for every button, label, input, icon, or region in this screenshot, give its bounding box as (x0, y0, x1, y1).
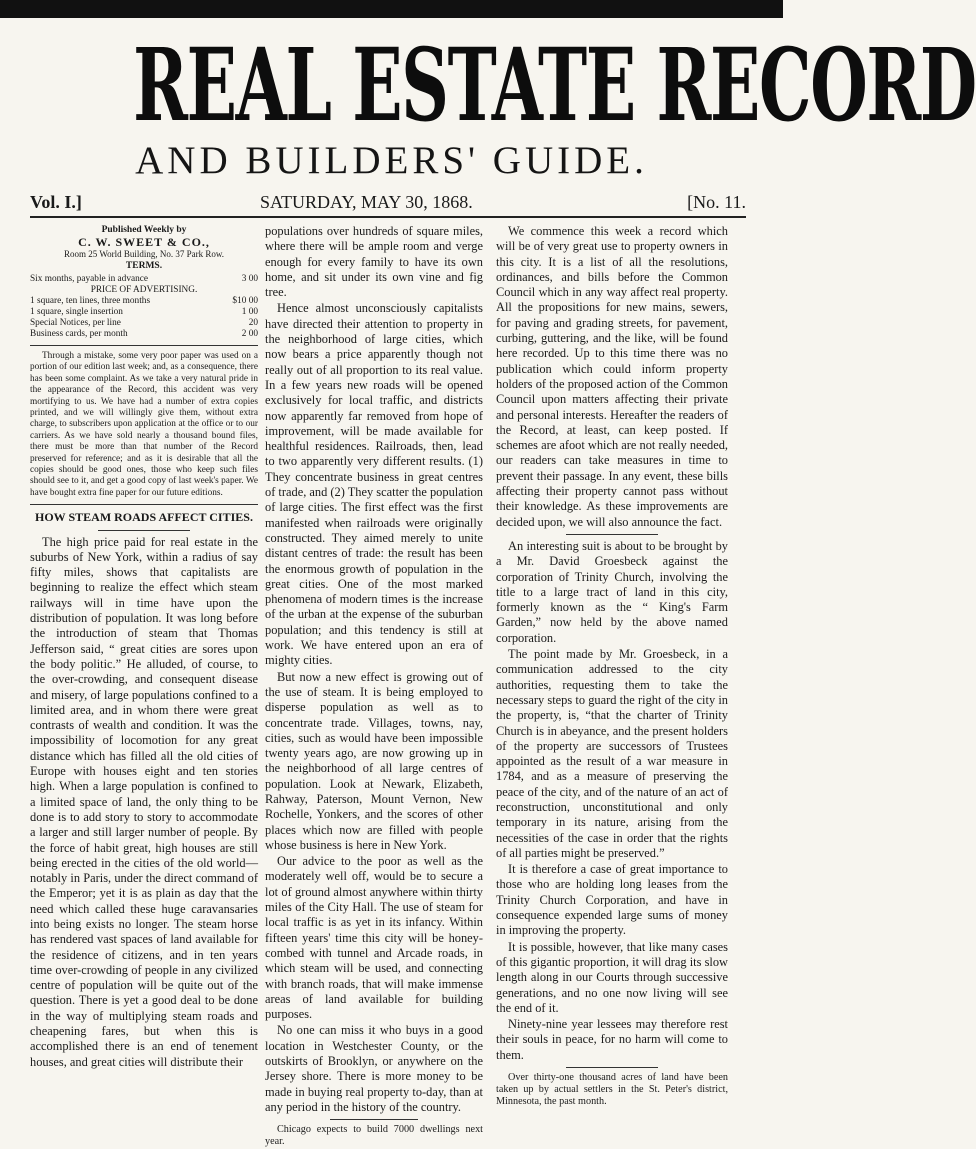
column-2 (265, 224, 483, 1149)
article-paragraph: Hence almost unconsciously capitalists have directed their attention to property in the neighborhood of large cities, which now bears a price apparently though not really out of all proportion to its real value. In a few years new roads will be opened exclusively for local traffic, and districts now apparently far removed from hope of improvement, will be made available for healthful residences. Railroads, then, lead to two apparently very different results. (1) They concentrate business in great centres of trade, and (2) They scatter the population of large cities. The first effect was the first manifested when railroads were originally constructed. They aimed merely to unite distant centres of trade: the result has been the enormous growth of population in the great cities. One of the most marked phenomena of modern times is the increase of the urban at the expense of the suburban population; and this tendency is still at work. We have entered upon an era of mighty cities. (265, 301, 483, 668)
brief-item: Chicago expects to build 7000 dwellings next year. (265, 1124, 483, 1148)
article-paragraph: The high price paid for real estate in the suburbs of New York, within a radius of say fifty miles, shows that capitalists are beginning to realize the effect which steam railways will in time have upon the distribution of population. It was long before the introduction of steam that Thomas Jefferson said, “ great cities are sores upon the body politic.” He alluded, of course, to the over-crowding, and consequent disease and misery, of large populations confined to a limited area, and in whom there were great contrasts of wealth and condition. It was the impossibility of locomotion for any great distance which has filled all the old cities of Europe with houses eight and ten stories high. When a large population is confined to a limited space of land, the only thing to be done is to add story to story to accommodate a larger and still larger number of people. By the force of habit great, high houses are still being erected in the cities of the old world—notably in Paris, under the direct command of the Emperor; yet it is as plain as day that the need which called these huge caravansaries into being exists no longer. The steam horse has rendered vast spaces of land available for the residence of citizens, and in ten years time over-crowding of people in any civilized centre of population will be quite out of the question. There is yet a good deal to be done in the way of multiplying steam roads and cheapening fares, but when this is accomplished there is an end of tenement houses, and great cities will distribute their (30, 534, 258, 1069)
terms-list (30, 274, 258, 340)
ad-row: Business cards, per month 2 00 (30, 329, 258, 339)
divider (566, 1067, 659, 1068)
ad-row: 1 square, ten lines, three months $10 00 (30, 296, 258, 306)
dateline (30, 190, 746, 218)
divider (30, 504, 258, 505)
issue-date: SATURDAY, MAY 30, 1868. (260, 192, 473, 212)
masthead-subtitle: AND BUILDERS' GUIDE. (135, 139, 648, 182)
article-paragraph: Our advice to the poor as well as the moderately well off, would be to secure a lot of ground almost anywhere within thirty miles of the City Hall. The use of steam for local traffic is as yet in its infancy. Within fifteen years' time this city will be honey-combed with tunnel and Arcade roads, in which steam will be used, and connecting with branch roads, that will make immense areas of land available for building purposes. (265, 854, 483, 1022)
terms-heading: TERMS. (125, 261, 163, 271)
top-edge-bar (0, 0, 783, 18)
issue-number: [No. 11. (687, 192, 746, 212)
publisher-box (30, 224, 258, 272)
ad-row: 1 square, single insertion 1 00 (30, 307, 258, 317)
article-paragraph: The point made by Mr. Groesbeck, in a communication addressed to the city authorities, requesting them to take the necessary steps to guard the right of the city in the property, is, “that the charter of Trinity Church is in abeyance, and the present holders of the property are successors of Trustees appointed as the result of a war measure in 1784, and as a measure of preserving the peace of the city, and of the nature of an act of reconstruction, unconstitutional and only temporary in its nature, arising from the necessities of the case in order that the rights of all parties might be preserved.” (496, 647, 728, 860)
publisher-firm: C. W. SWEET & CO., (78, 235, 210, 249)
article-paragraph: But now a new effect is growing out of the use of steam. It is being employed to disperse population as well as to concentrate trade. Villages, towns, nay, cities, such as would have been impossible twenty years ago, are now growing up in the neighborhood of all large centres of population. Look at Newark, Elizabeth, Rahway, Paterson, Mount Vernon, New Rochelle, Yonkers, and the scores of other places which now are filled with people whose business is here in New York. (265, 669, 483, 852)
divider (566, 534, 659, 535)
masthead-title: REAL ESTATE RECORD (133, 26, 976, 144)
divider (330, 1119, 417, 1120)
article-paragraph: No one can miss it who buys in a good location in Westchester County, or the outskirts of Brooklyn, or anywhere on the Jersey shore. There is more money to be made in buying real property to-day, than at any period in the history of the country. (265, 1023, 483, 1114)
brief-item: Over thirty-one thousand acres of land have been taken up by actual settlers in the St. Peter's district, Minnesota, the past month. (496, 1072, 728, 1108)
column-1 (30, 224, 258, 1071)
article-paragraph: We commence this week a record which will be of very great use to property owners in this city. It is a list of all the resolutions, ordinances, and bills before the Common Council which in any way affect real property. All the propositions for new mains, sewers, for paving and grading streets, for pavement, curbing, guttering, and the like, will be found here recorded. Up to this time there was no publication which could inform property holders of the proposed action of the Common Council upon matters affecting their private and personal interests. Hereafter the readers of the Record, at least, can keep posted. If schemes are afoot which are not really needed, our readers can take measures in time to prevent their passage. In any event, these bills affecting their property cannot pass without their knowledge. As these improvements are decided upon, we will also announce the fact. (496, 224, 728, 529)
notice-paragraph: Through a mistake, some very poor paper was used on a portion of our edition last week; and, as a consequence, there has been some complaint. As we take a very natural pride in the appearance of the Record, this accident was very mortifying to us. We have had a number of extra copies printed, and we will willingly give them, without extra charge, to subscribers upon application at the office or to our carriers. As we have sold nearly a thousand bound files, there must be more than that number of the Record preserved for reference; and as it is desirable that all the copies should be good ones, those who keep such files should see to it, and get a good copy of last week's paper. We have bought extra fine paper for our future editions. (30, 351, 258, 498)
volume-label: Vol. I.] (30, 192, 82, 212)
publisher-address: Room 25 World Building, No. 37 Park Row. (63, 249, 225, 259)
ad-row: Special Notices, per line 20 (30, 318, 258, 328)
article-heading: HOW STEAM ROADS AFFECT CITIES. (35, 510, 253, 525)
article-paragraph: Ninety-nine year lessees may therefore rest their souls in peace, for no harm will come to them. (496, 1017, 728, 1062)
advertising-heading: PRICE OF ADVERTISING. (90, 285, 198, 295)
article-paragraph: It is therefore a case of great importance to those who are holding long leases from the Trinity Church Corporation, and have in consequence expended large sums of money in improving the property. (496, 862, 728, 938)
article-paragraph: populations over hundreds of square miles, where there will be ample room and verge enough for every family to have its own home, and sit under its own vine and fig tree. (265, 224, 483, 300)
publisher-line: Published Weekly by (101, 225, 187, 235)
terms-row: Six months, payable in advance 3 00 (30, 274, 258, 284)
column-3 (496, 224, 728, 1109)
article-paragraph: It is possible, however, that like many cases of this gigantic proportion, it will drag its slow length along in our Courts through successive generations, and no one now living will see the end of it. (496, 939, 728, 1015)
article-paragraph: An interesting suit is about to be brought by a Mr. David Groesbeck against the corporation of Trinity Church, involving the title to a large tract of land in this city, formerly known as the “ King's Farm Garden,” now held by the above named corporation. (496, 538, 728, 645)
divider (30, 345, 258, 346)
divider (98, 530, 189, 531)
